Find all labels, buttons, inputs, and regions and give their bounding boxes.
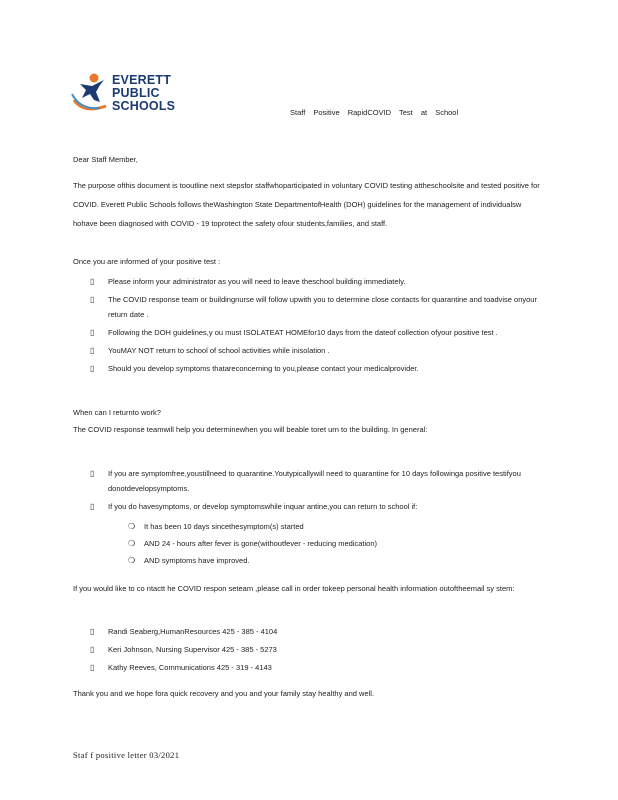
list-item: ❍ AND symptoms have improved.: [128, 552, 528, 569]
bullet-icon: ▯: [90, 663, 95, 672]
list-item: ▯ If you do havesymptoms, or develop symptomswhile inquar antine,you can return to school if:: [90, 499, 540, 514]
logo-line-2: PUBLIC: [112, 86, 160, 100]
return-intro: The COVID response teamwill help you determinewhen you will beable toret urn to the building. In general:: [73, 425, 428, 434]
once-list: [90, 274, 540, 379]
list-item: ❍ It has been 10 days sincethesymptom(s) started: [128, 518, 528, 535]
list-item: ❍ AND 24 - hours after fever is gone(withoutfever - reducing medication): [128, 535, 528, 552]
document-title: Staff Positive RapidCOVID Test at School: [290, 108, 459, 117]
footer-text: Staf f positive letter 03/2021: [73, 750, 180, 760]
intro-paragraph: The purpose ofthis document is tooutline next stepsfor staffwhoparticipated in voluntary COVID testing attheschoolsite and tested positive for COVID. Everett Public Schools follows theWashington State DepartmentofHealth (DOH) guidelines for the management of individualsw hohave been diagnosed with COVID - 19 toprotect the safety ofour students,families, and staff.: [73, 181, 540, 228]
bullet-icon: ▯: [90, 295, 95, 304]
bullet-icon: ▯: [90, 627, 95, 636]
contact-item: ▯ Kathy Reeves, Communications 425 - 319 - 4143: [90, 660, 540, 675]
bullet-icon: ▯: [90, 502, 95, 511]
list-item: ▯ If you are symptomfree,youstillneed to quarantine.Youtypicallywill need to quarantine for 10 days followinga positive testifyou donotdevelopsymptoms.: [90, 466, 540, 496]
bullet-icon: ▯: [90, 469, 95, 478]
contact-intro: If you would like to co ntactt he COVID respon seteam ,please call in order tokeep personal health information outoftheemail sy stem:: [73, 584, 515, 593]
circle-bullet-icon: ❍: [128, 522, 136, 531]
list-item: ▯ YouMAY NOT return to school of school activities while inisolation .: [90, 343, 540, 358]
list-item: ▯ The COVID response team or buildingnurse will follow upwith you to determine close contacts for quarantine and toadvise onyour return date .: [90, 292, 540, 322]
return-heading: When can I returnto work?: [73, 408, 161, 417]
person-swoosh-logo-icon: [70, 70, 114, 116]
logo-line-1: EVERETT: [112, 73, 172, 87]
circle-bullet-icon: ❍: [128, 539, 136, 548]
bullet-icon: ▯: [90, 346, 95, 355]
contacts-list: [90, 624, 540, 678]
bullet-icon: ▯: [90, 328, 95, 337]
once-heading: Once you are informed of your positive test :: [73, 257, 221, 266]
bullet-icon: ▯: [90, 277, 95, 286]
list-item: ▯ Please inform your administrator as you will need to leave theschool building immediately.: [90, 274, 540, 289]
return-list: [90, 466, 540, 517]
logo-line-3: SCHOOLS: [112, 99, 176, 113]
contact-item: ▯ Keri Johnson, Nursing Supervisor 425 - 385 - 5273: [90, 642, 540, 657]
salutation: Dear Staff Member,: [73, 155, 138, 164]
list-item: ▯ Following the DOH guidelines,y ou must ISOLATEAT HOMEfor10 days from the dateof collection ofyour positive test .: [90, 325, 540, 340]
closing-paragraph: Thank you and we hope fora quick recovery and you and your family stay healthy and well.: [73, 689, 375, 698]
district-logo: [70, 70, 185, 120]
circle-bullet-icon: ❍: [128, 556, 136, 565]
list-item: ▯ Should you develop symptoms thatareconcerning to you,please contact your medicalprovider.: [90, 361, 540, 376]
bullet-icon: ▯: [90, 364, 95, 373]
bullet-icon: ▯: [90, 645, 95, 654]
conditions-list: [128, 518, 528, 569]
contact-item: ▯ Randi Seaberg,HumanResources 425 - 385 - 4104: [90, 624, 540, 639]
